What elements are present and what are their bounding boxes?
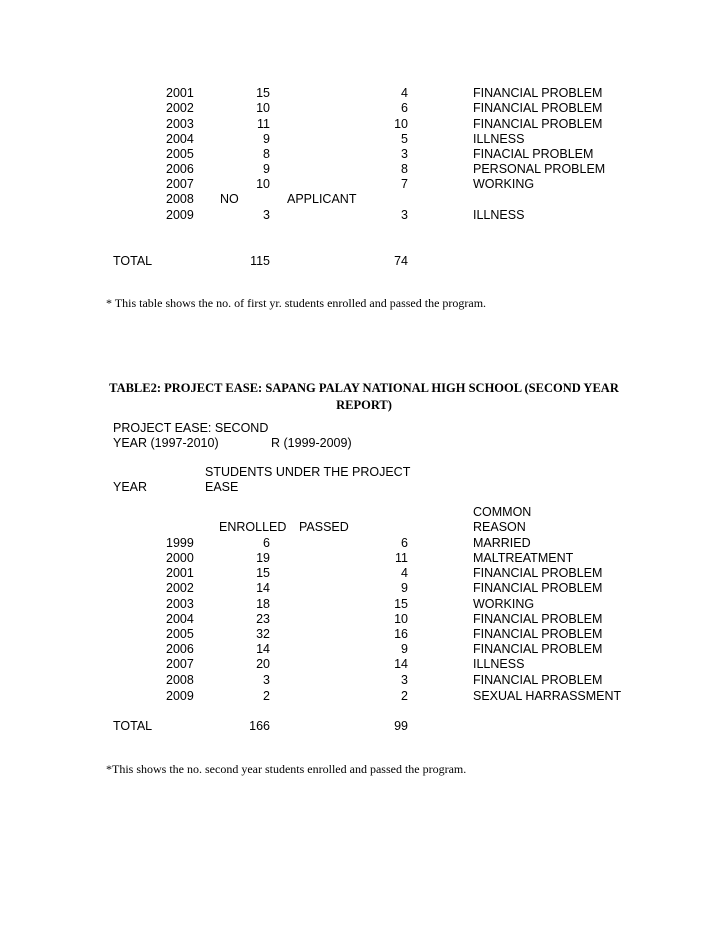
passed-cell: 6 [401, 101, 408, 115]
year-cell: 2007 [166, 657, 194, 671]
students-header: STUDENTS UNDER THE PROJECT [205, 465, 411, 479]
passed-cell: 2 [401, 689, 408, 703]
reason-cell: ILLNESS [473, 208, 525, 222]
enrolled-cell: 2 [263, 689, 270, 703]
enrolled-cell: 20 [256, 657, 270, 671]
year-cell: 2006 [166, 162, 194, 176]
year-cell: 2007 [166, 177, 194, 191]
reason-cell: MARRIED [473, 536, 531, 550]
passed-cell: 3 [401, 673, 408, 687]
total-passed: 74 [394, 254, 408, 268]
passed-cell: 4 [401, 566, 408, 580]
passed-cell: 8 [401, 162, 408, 176]
total-enrolled: 115 [250, 254, 270, 268]
passed-cell: 15 [394, 597, 408, 611]
enrolled-cell: 19 [256, 551, 270, 565]
enrolled-cell: 15 [256, 86, 270, 100]
table-title: TABLE2: PROJECT EASE: SAPANG PALAY NATIONAL HIGH SCHOOL (SECOND YEAR REPORT) [109, 381, 619, 412]
passed-cell: 6 [401, 536, 408, 550]
year-cell: 2005 [166, 147, 194, 161]
enrolled-cell: 18 [256, 597, 270, 611]
passed-cell: 3 [401, 208, 408, 222]
year-cell: 2000 [166, 551, 194, 565]
reason-cell: FINANCIAL PROBLEM [473, 627, 603, 641]
subtitle-range: R (1999-2009) [271, 436, 352, 450]
reason-cell: FINANCIAL PROBLEM [473, 566, 603, 580]
passed-cell: 9 [401, 642, 408, 656]
year-cell: 2001 [166, 86, 194, 100]
enrolled-cell: 23 [256, 612, 270, 626]
reason-cell: SEXUAL HARRASSMENT [473, 689, 622, 703]
table-note: *This shows the no. second year students enrolled and passed the program. [106, 762, 467, 776]
reason-cell: FINANCIAL PROBLEM [473, 642, 603, 656]
year-cell: 2006 [166, 642, 194, 656]
reason-cell: ILLNESS [473, 132, 525, 146]
total-enrolled: 166 [249, 719, 270, 733]
passed-cell: 4 [401, 86, 408, 100]
enrolled-cell: 9 [263, 132, 270, 146]
enrolled-cell: 9 [263, 162, 270, 176]
enrolled-cell: 32 [256, 627, 270, 641]
students-header-2: EASE [205, 480, 239, 494]
year-header: YEAR [113, 480, 148, 494]
reason-cell: WORKING [473, 597, 535, 611]
passed-cell: 3 [401, 147, 408, 161]
year-cell: 2003 [166, 597, 194, 611]
total-label: TOTAL [113, 719, 153, 733]
reason-header-1: COMMON [473, 505, 532, 519]
year-cell: 2009 [166, 208, 194, 222]
enrolled-cell: 14 [256, 581, 270, 595]
enrolled-header: ENROLLED [219, 520, 287, 534]
year-cell: 2002 [166, 581, 194, 595]
year-cell: 1999 [166, 536, 194, 550]
subtitle-line1: PROJECT EASE: SECOND [113, 421, 269, 435]
year-cell: 2003 [166, 117, 194, 131]
total-passed: 99 [394, 719, 408, 733]
reason-cell: FINANCIAL PROBLEM [473, 612, 603, 626]
passed-cell: 9 [401, 581, 408, 595]
year-cell: 2008 [166, 192, 194, 206]
reason-cell: PERSONAL PROBLEM [473, 162, 606, 176]
year-cell: 2001 [166, 566, 194, 580]
passed-cell: 11 [395, 551, 408, 565]
reason-cell: MALTREATMENT [473, 551, 574, 565]
subtitle-line2: YEAR (1997-2010) [113, 436, 219, 450]
enrolled-cell: 3 [263, 208, 270, 222]
year-cell: 2008 [166, 673, 194, 687]
total-label: TOTAL [113, 254, 153, 268]
reason-cell: FINANCIAL PROBLEM [473, 117, 603, 131]
reason-cell: FINANCIAL PROBLEM [473, 581, 603, 595]
year-cell: 2004 [166, 132, 194, 146]
enrolled-cell: 10 [256, 177, 270, 191]
reason-cell: FINANCIAL PROBLEM [473, 101, 603, 115]
reason-header-2: REASON [473, 520, 526, 534]
passed-cell: 10 [394, 612, 408, 626]
year-cell: 2009 [166, 689, 194, 703]
year-cell: 2005 [166, 627, 194, 641]
reason-cell: FINACIAL PROBLEM [473, 147, 594, 161]
passed-cell: 16 [394, 627, 408, 641]
enrolled-cell: 6 [263, 536, 270, 550]
year-cell: 2004 [166, 612, 194, 626]
reason-cell: WORKING [473, 177, 535, 191]
enrolled-cell: 11 [257, 117, 270, 131]
applicant-cell: APPLICANT [287, 192, 357, 206]
enrolled-cell: 8 [263, 147, 270, 161]
table-note: * This table shows the no. of first yr. students enrolled and passed the program. [106, 296, 487, 310]
enrolled-cell: 3 [263, 673, 270, 687]
no-cell: NO [220, 192, 239, 206]
enrolled-cell: 15 [256, 566, 270, 580]
reason-cell: FINANCIAL PROBLEM [473, 673, 603, 687]
passed-cell: 14 [394, 657, 408, 671]
reason-cell: FINANCIAL PROBLEM [473, 86, 603, 100]
year-cell: 2002 [166, 101, 194, 115]
reason-cell: ILLNESS [473, 657, 525, 671]
passed-cell: 5 [401, 132, 408, 146]
passed-cell: 7 [401, 177, 408, 191]
passed-header: PASSED [299, 520, 349, 534]
enrolled-cell: 10 [256, 101, 270, 115]
passed-cell: 10 [394, 117, 408, 131]
enrolled-cell: 14 [256, 642, 270, 656]
